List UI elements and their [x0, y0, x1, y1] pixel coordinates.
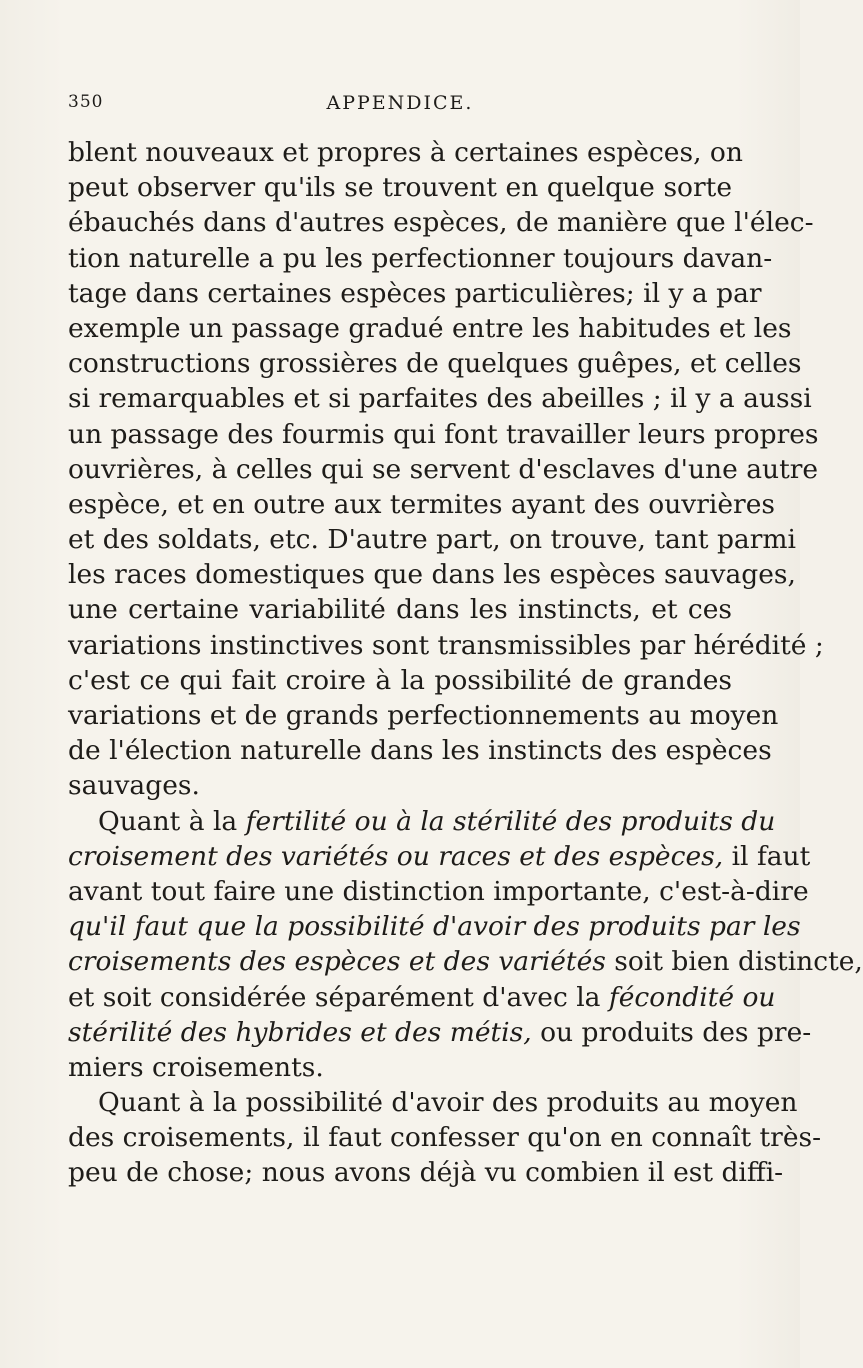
- text-line: [68, 1015, 812, 1050]
- italic-run: fertilité ou à la stérilité des produits du: [245, 805, 776, 837]
- text-line: un passage des fourmis qui font travailler leurs propres: [68, 418, 819, 450]
- text-run: il faut: [723, 840, 811, 872]
- text-line: qu'il faut que la possibilité d'avoir des produits par les: [68, 911, 801, 943]
- text-line: de l'élection naturelle dans les instincts des espèces: [68, 735, 772, 767]
- italic-run: croisements des espèces et des variétés: [68, 946, 606, 978]
- text-line: avant tout faire une distinction importante, c'est-à-dire: [68, 875, 809, 907]
- text-line: exemple un passage gradué entre les habitudes et les: [68, 312, 792, 344]
- text-line: constructions grossières de quelques guêpes, et celles: [68, 348, 802, 380]
- text-line: [68, 980, 776, 1015]
- text-line: blent nouveaux et propres à certaines espèces, on: [68, 137, 743, 168]
- text-line: peut observer qu'ils se trouvent en quelque sorte: [68, 172, 732, 204]
- page-header: [68, 92, 732, 122]
- text-line: espèce, et en outre aux termites ayant des ouvrières: [68, 488, 776, 520]
- text-line: une certaine variabilité dans les instincts, et ces: [68, 594, 732, 626]
- text-line: Quant à la possibilité d'avoir des produits au moyen: [98, 1087, 798, 1119]
- text-line: c'est ce qui fait croire à la possibilité de grandes: [68, 664, 732, 696]
- text-line: [68, 804, 776, 839]
- text-line: ébauchés dans d'autres espèces, de manière que l'élec-: [68, 207, 814, 239]
- text-run: ou produits des pre-: [531, 1016, 812, 1048]
- text-line: les races domestiques que dans les espèces sauvages,: [68, 559, 796, 591]
- body-text: [68, 135, 863, 1191]
- running-title: APPENDICE.: [326, 92, 474, 114]
- text-line: si remarquables et si parfaites des abeilles ; il y a aussi: [68, 383, 812, 415]
- text-line: ouvrières, à celles qui se servent d'esclaves d'une autre: [68, 453, 819, 485]
- text-line: miers croisements.: [68, 1051, 324, 1083]
- italic-run: fécondité ou: [608, 981, 776, 1013]
- text-line: peu de chose; nous avons déjà vu combien il est diffi-: [68, 1157, 784, 1189]
- text-run: Quant à la: [98, 805, 246, 837]
- italic-run: stérilité des hybrides et des métis,: [68, 1016, 532, 1048]
- text-line: et des soldats, etc. D'autre part, on trouve, tant parmi: [68, 524, 796, 556]
- text-line: sauvages.: [68, 770, 200, 802]
- text-line: variations et de grands perfectionnements au moyen: [68, 700, 779, 731]
- text-line: des croisements, il faut confesser qu'on en connaît très-: [68, 1122, 822, 1154]
- text-line: tion naturelle a pu les perfectionner toujours davan-: [68, 242, 773, 274]
- page-number: 350: [68, 92, 104, 112]
- text-line: variations instinctives sont transmissibles par hérédité ;: [68, 629, 824, 661]
- text-line: [68, 944, 863, 979]
- text-run: et soit considérée séparément d'avec la: [68, 981, 609, 1013]
- text-line: [68, 839, 811, 874]
- italic-run: croisement des variétés ou races et des espèces,: [68, 840, 724, 872]
- text-line: tage dans certaines espèces particulières; il y a par: [68, 277, 762, 309]
- text-run: soit bien distincte,: [605, 946, 863, 978]
